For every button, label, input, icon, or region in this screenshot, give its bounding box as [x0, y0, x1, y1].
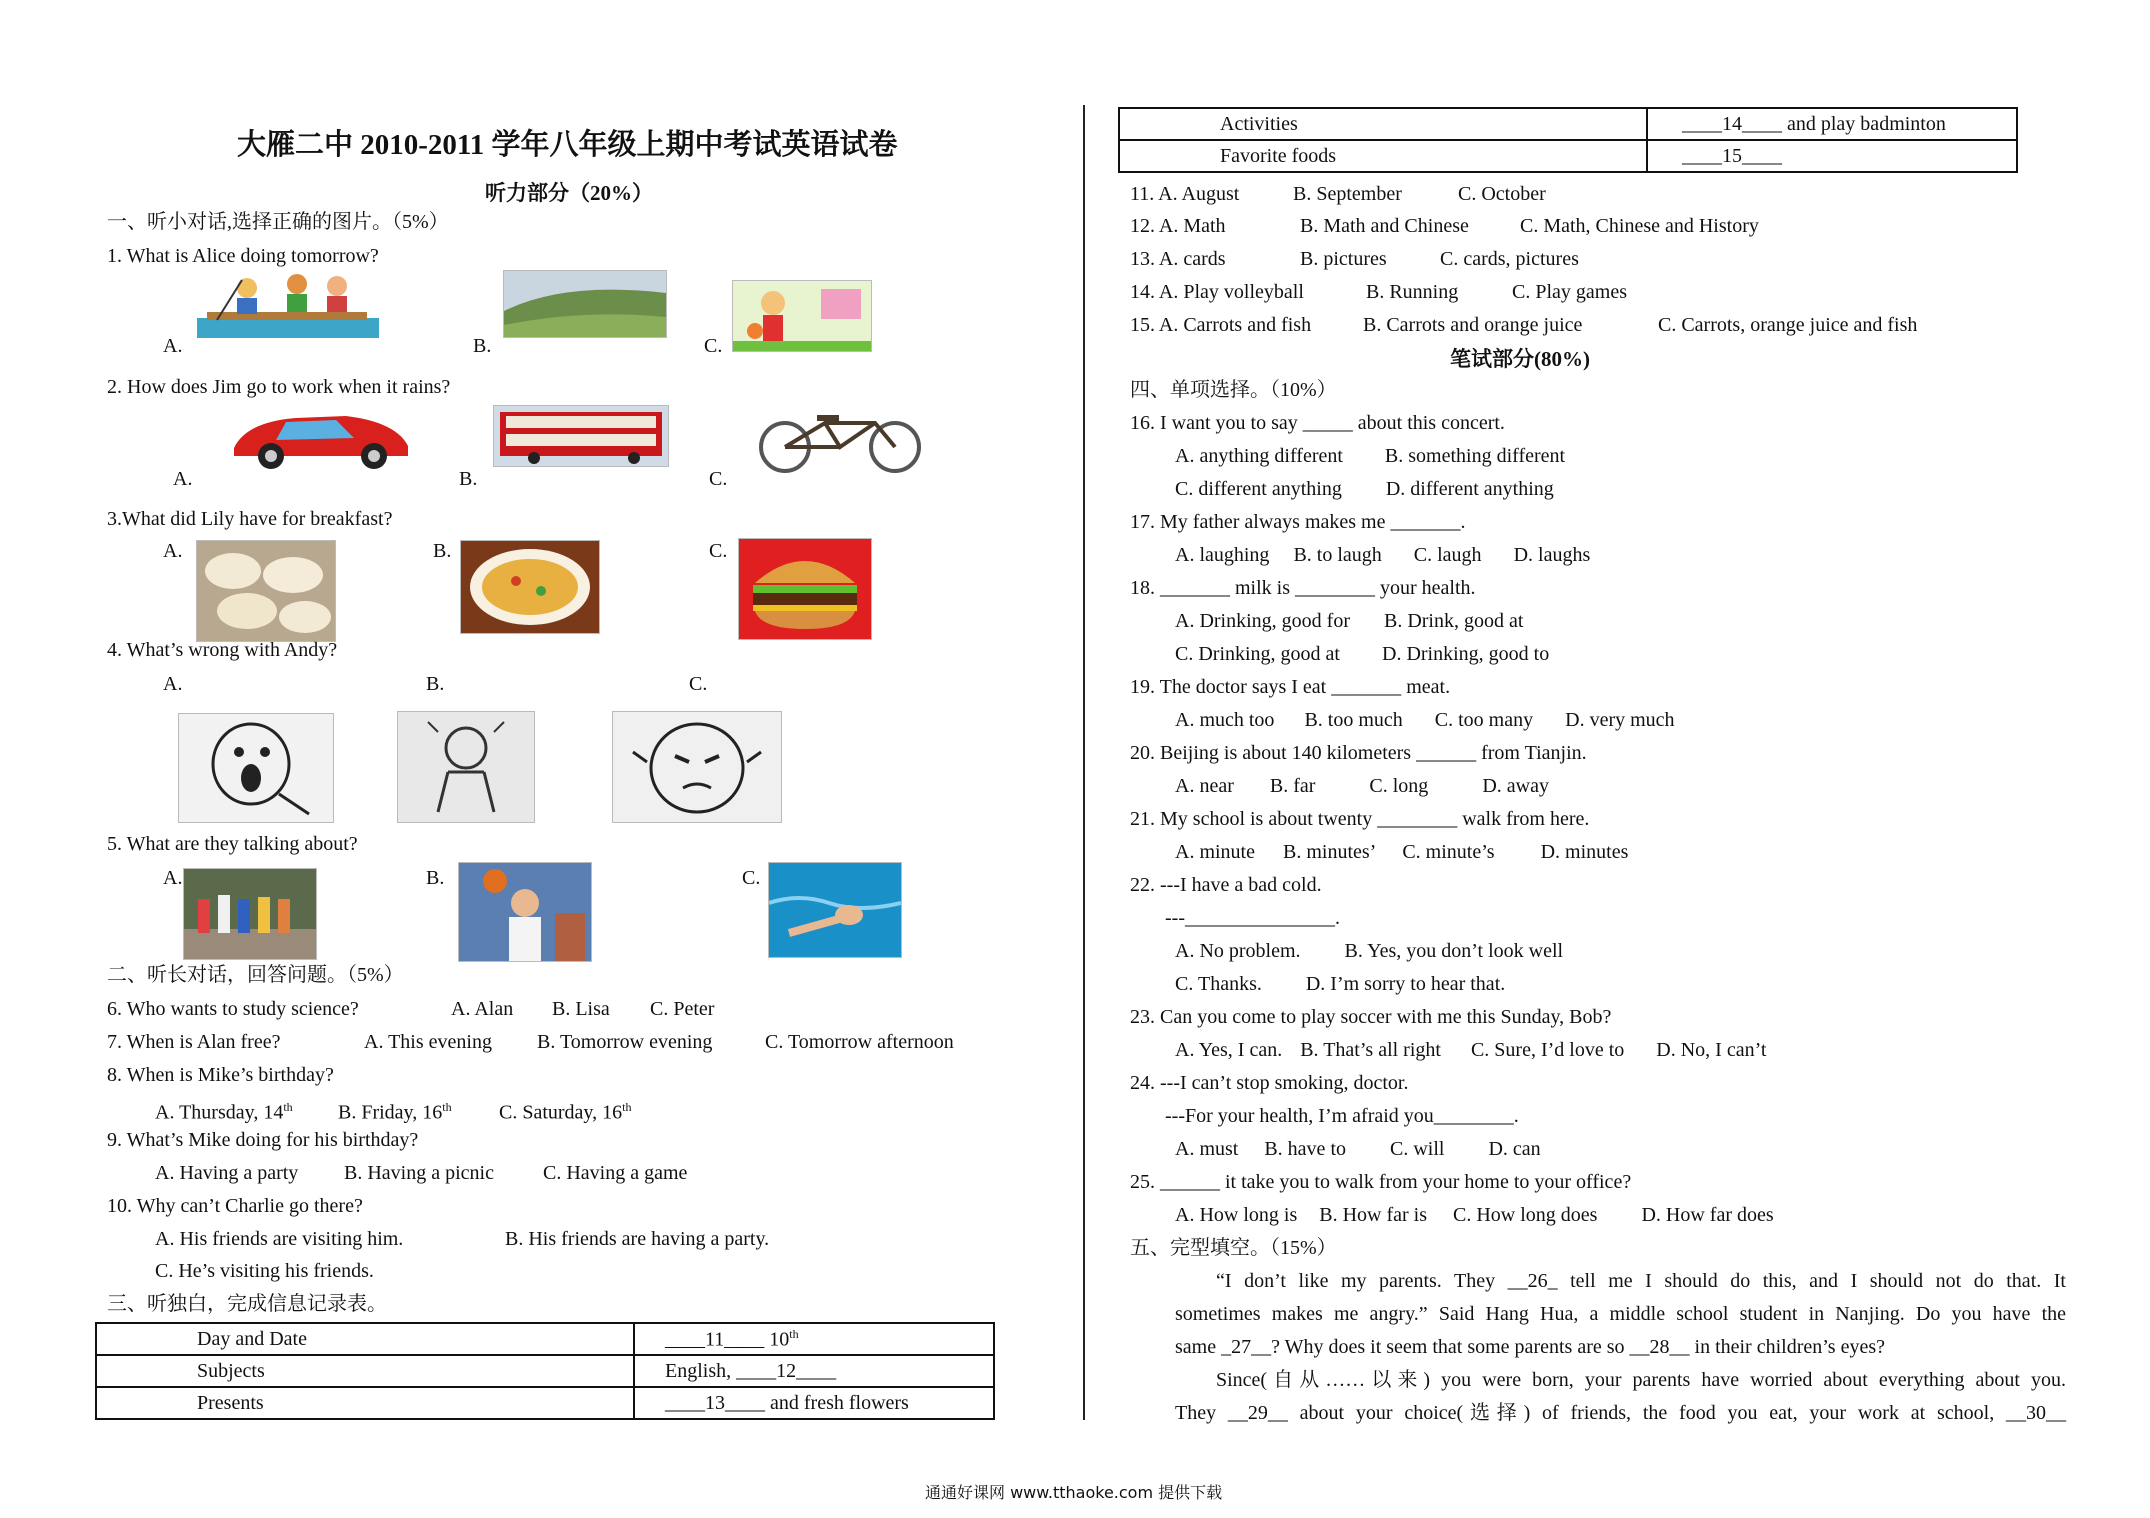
table-value-text: ____13____ and fresh flowers [665, 1391, 909, 1414]
q22-text: 22. ---I have a bad cold. [1130, 874, 1322, 896]
q6-option-c: C. Peter [650, 998, 715, 1020]
q14-option-c: C. Play games [1512, 281, 1627, 303]
red-car-image [226, 400, 414, 472]
q18-option-d: D. Drinking, good to [1382, 643, 1550, 665]
q6-text: 6. Who wants to study science? [107, 998, 359, 1020]
q17-option-d: D. laughs [1513, 544, 1591, 566]
q16-options-cd [1175, 477, 1554, 501]
q16-options-ab [1175, 444, 1565, 468]
q7-option-a: A. This evening [364, 1031, 492, 1053]
table-label-text: Activities [1220, 112, 1298, 135]
q3-text: 3.What did Lily have for breakfast? [107, 508, 393, 530]
q22-options-cd [1175, 972, 1505, 996]
column-divider [1083, 105, 1085, 1420]
q3-option-a: A. [163, 540, 183, 562]
q20-option-b: B. far [1269, 775, 1316, 797]
table-label-text: Presents [197, 1391, 264, 1414]
q4-option-a: A. [163, 673, 183, 695]
table-value [1647, 140, 2017, 172]
q21-option-b: B. minutes’ [1283, 841, 1377, 863]
q8-option-a-sup: th [283, 1100, 293, 1114]
q19-option-d: D. very much [1565, 709, 1675, 731]
q8-option-a [155, 1095, 293, 1125]
q12-option-a: 12. A. Math [1130, 215, 1226, 237]
q2-option-a: A. [173, 468, 193, 490]
q6-option-a: A. Alan [451, 998, 514, 1020]
q10-option-c: C. He’s visiting his friends. [155, 1260, 374, 1282]
q8-option-b-sup: th [442, 1100, 452, 1114]
q18-text: 18. _______ milk is ________ your health. [1130, 577, 1476, 599]
q18-option-b: B. Drink, good at [1383, 610, 1524, 632]
q24-option-d: D. can [1488, 1138, 1541, 1160]
q4-option-c: C. [689, 673, 708, 695]
sneezing-sketch-image [397, 711, 535, 823]
q17-options [1175, 543, 1590, 567]
q5-option-b: B. [426, 867, 445, 889]
q3-option-c: C. [709, 540, 728, 562]
q19-option-a: A. much too [1175, 709, 1275, 731]
q23-option-d: D. No, I can’t [1656, 1039, 1767, 1061]
q6-option-b: B. Lisa [552, 998, 610, 1020]
q22-option-d: D. I’m sorry to hear that. [1305, 973, 1506, 995]
q18-option-a: A. Drinking, good for [1175, 610, 1350, 632]
q23-options [1175, 1038, 1766, 1062]
q18-options-cd [1175, 642, 1549, 666]
bicycle-image [745, 405, 933, 475]
q8-option-c-sup: th [622, 1100, 632, 1114]
fishing-cartoon-image [197, 270, 379, 338]
q24-options [1175, 1137, 1541, 1161]
q8-option-b [338, 1095, 452, 1125]
q22-blank: ---_______________. [1165, 907, 1340, 929]
q15-option-b: B. Carrots and orange juice [1363, 314, 1583, 336]
q25-option-b: B. How far is [1319, 1204, 1427, 1226]
q23-option-a: A. Yes, I can. [1175, 1039, 1283, 1061]
section2-heading: 二、听长对话，回答问题。（5%） [107, 964, 404, 986]
info-table-left [95, 1322, 995, 1420]
cloze-line-5: They __29__ about your choice(选择) of friends, the food you eat, your work at school, __30__ [1175, 1402, 2066, 1424]
q14-option-b: B. Running [1366, 281, 1459, 303]
q13-option-c: C. cards, pictures [1440, 248, 1579, 270]
cloze-line-3: same _27__? Why does it seem that some parents are so __28__ in their children’s eyes? [1175, 1336, 1885, 1358]
table-value-sup: th [789, 1326, 799, 1341]
info-table-right [1118, 107, 2018, 173]
table-row [1119, 108, 2017, 140]
swimmer-image [768, 862, 902, 958]
q5-option-c: C. [742, 867, 761, 889]
q11-option-a: 11. A. August [1130, 183, 1240, 205]
q18-option-c: C. Drinking, good at [1175, 643, 1340, 665]
q2-option-b: B. [459, 468, 478, 490]
basketball-player-image [458, 862, 592, 962]
q20-options [1175, 774, 1549, 798]
q3-option-b: B. [433, 540, 452, 562]
q21-text: 21. My school is about twenty ________ walk from here. [1130, 808, 1590, 830]
q12-option-c: C. Math, Chinese and History [1520, 215, 1759, 237]
q16-option-c: C. different anything [1175, 478, 1342, 500]
q7-text: 7. When is Alan free? [107, 1031, 281, 1053]
grassy-hill-image [503, 270, 667, 338]
table-value-text: ____11____ 10 [665, 1328, 790, 1351]
q20-option-d: D. away [1482, 775, 1549, 797]
table-value [634, 1323, 994, 1355]
q18-options-ab [1175, 609, 1523, 633]
q24-text: 24. ---I can’t stop smoking, doctor. [1130, 1072, 1409, 1094]
q14-option-a: 14. A. Play volleyball [1130, 281, 1304, 303]
q12-option-b: B. Math and Chinese [1300, 215, 1469, 237]
q25-options [1175, 1203, 1774, 1227]
q4-option-b: B. [426, 673, 445, 695]
q17-option-b: B. to laugh [1293, 544, 1382, 566]
table-label-text: Day and Date [197, 1327, 307, 1350]
section4-heading: 四、单项选择。（10%） [1130, 379, 1337, 401]
q24-option-c: C. will [1390, 1138, 1445, 1160]
section1-heading: 一、听小对话,选择正确的图片。（5%） [107, 211, 449, 233]
table-value [634, 1387, 994, 1419]
q5-text: 5. What are they talking about? [107, 833, 358, 855]
q8-option-c [499, 1095, 631, 1125]
q25-option-d: D. How far does [1641, 1204, 1774, 1226]
table-label [96, 1355, 634, 1387]
q11-option-b: B. September [1293, 183, 1402, 205]
table-label [1119, 108, 1647, 140]
q21-options [1175, 840, 1628, 864]
q22-option-a: A. No problem. [1175, 940, 1301, 962]
cloze-line-4: Since(自从……以来) you were born, your parents have worried about everything about you. [1216, 1369, 2066, 1391]
footer-credit: 通通好课网 www.tthaoke.com 提供下载 [925, 1483, 1223, 1502]
table-label [1119, 140, 1647, 172]
q10-option-b: B. His friends are having a party. [505, 1228, 770, 1250]
table-row [96, 1355, 994, 1387]
q25-option-c: C. How long does [1453, 1204, 1598, 1226]
q8-option-c-text: C. Saturday, 16 [499, 1101, 623, 1124]
q25-text: 25. ______ it take you to walk from your home to your office? [1130, 1171, 1632, 1193]
q5-option-a: A. [163, 867, 183, 889]
table-label [96, 1323, 634, 1355]
table-label [96, 1387, 634, 1419]
q21-option-d: D. minutes [1540, 841, 1629, 863]
q23-option-b: B. That’s all right [1300, 1039, 1441, 1061]
q23-option-c: C. Sure, I’d love to [1470, 1039, 1625, 1061]
q8-option-a-text: A. Thursday, 14 [155, 1101, 284, 1124]
cloze-line-1: “I don’t like my parents. They __26_ tell me I should do this, and I should not do that. It [1216, 1270, 2066, 1292]
q16-option-d: D. different anything [1385, 478, 1554, 500]
q15-option-a: 15. A. Carrots and fish [1130, 314, 1312, 336]
table-value-text: English, ____12____ [665, 1359, 837, 1382]
q24-option-a: A. must [1175, 1138, 1239, 1160]
q4-text: 4. What’s wrong with Andy? [107, 639, 338, 661]
table-label-text: Favorite foods [1220, 144, 1337, 167]
q7-option-c: C. Tomorrow afternoon [765, 1031, 954, 1053]
hamburger-image [738, 538, 872, 640]
q17-text: 17. My father always makes me _______. [1130, 511, 1466, 533]
q17-option-c: C. laugh [1413, 544, 1482, 566]
written-header: 笔试部分(80%) [1450, 347, 1590, 371]
table-row [96, 1323, 994, 1355]
q15-option-c: C. Carrots, orange juice and fish [1658, 314, 1918, 336]
q9-option-b: B. Having a picnic [344, 1162, 494, 1184]
cloze-line-2: sometimes makes me angry.” Said Hang Hua, a middle school student in Nanjing. Do you have the [1175, 1303, 2066, 1325]
red-bus-image [493, 405, 669, 467]
table-row [1119, 140, 2017, 172]
q19-option-c: C. too many [1434, 709, 1534, 731]
q9-option-a: A. Having a party [155, 1162, 299, 1184]
table-value-text: ____15____ [1682, 144, 1782, 167]
section5-heading: 五、完型填空。（15%） [1130, 1237, 1337, 1259]
headache-sketch-image [612, 711, 782, 823]
q24-option-b: B. have to [1264, 1138, 1346, 1160]
q2-option-c: C. [709, 468, 728, 490]
noodles-image [460, 540, 600, 634]
table-value [634, 1355, 994, 1387]
q17-option-a: A. laughing [1175, 544, 1270, 566]
table-row [96, 1387, 994, 1419]
q19-options [1175, 708, 1675, 732]
q8-text: 8. When is Mike’s birthday? [107, 1064, 334, 1086]
q1-option-b: B. [473, 335, 492, 357]
q20-text: 20. Beijing is about 140 kilometers ______ from Tianjin. [1130, 742, 1587, 764]
q2-text: 2. How does Jim go to work when it rains? [107, 376, 451, 398]
q9-option-c: C. Having a game [543, 1162, 688, 1184]
q13-option-b: B. pictures [1300, 248, 1387, 270]
q16-text: 16. I want you to say _____ about this concert. [1130, 412, 1505, 434]
runners-image [183, 868, 317, 960]
q19-option-b: B. too much [1304, 709, 1403, 731]
q20-option-a: A. near [1175, 775, 1234, 797]
kids-playing-cartoon-image [732, 280, 872, 352]
q22-options-ab [1175, 939, 1563, 963]
table-value-text: ____14____ and play badminton [1682, 112, 1946, 135]
q13-option-a: 13. A. cards [1130, 248, 1226, 270]
q22-option-c: C. Thanks. [1175, 973, 1262, 995]
q10-text: 10. Why can’t Charlie go there? [107, 1195, 363, 1217]
q24-line2: ---For your health, I’m afraid you________. [1165, 1105, 1519, 1127]
q7-option-b: B. Tomorrow evening [537, 1031, 713, 1053]
q22-option-b: B. Yes, you don’t look well [1344, 940, 1564, 962]
sore-throat-sketch-image [178, 713, 334, 823]
q16-option-a: A. anything different [1175, 445, 1343, 467]
q19-text: 19. The doctor says I eat _______ meat. [1130, 676, 1451, 698]
q21-option-c: C. minute’s [1402, 841, 1495, 863]
q11-option-c: C. October [1458, 183, 1546, 205]
q23-text: 23. Can you come to play soccer with me this Sunday, Bob? [1130, 1006, 1612, 1028]
q10-option-a: A. His friends are visiting him. [155, 1228, 404, 1250]
q25-option-a: A. How long is [1175, 1204, 1298, 1226]
dumplings-image [196, 540, 336, 642]
exam-title: 大雁二中 2010-2011 学年八年级上期中考试英语试卷 [237, 129, 898, 161]
q9-text: 9. What’s Mike doing for his birthday? [107, 1129, 419, 1151]
q1-text: 1. What is Alice doing tomorrow? [107, 245, 379, 267]
table-label-text: Subjects [197, 1359, 265, 1382]
listening-header: 听力部分（20%） [485, 181, 653, 205]
q21-option-a: A. minute [1175, 841, 1255, 863]
section3-heading: 三、听独白，完成信息记录表。 [107, 1293, 387, 1315]
q8-option-b-text: B. Friday, 16 [338, 1101, 443, 1124]
table-value [1647, 108, 2017, 140]
q1-option-a: A. [163, 335, 183, 357]
q20-option-c: C. long [1369, 775, 1429, 797]
q16-option-b: B. something different [1384, 445, 1566, 467]
q1-option-c: C. [704, 335, 723, 357]
